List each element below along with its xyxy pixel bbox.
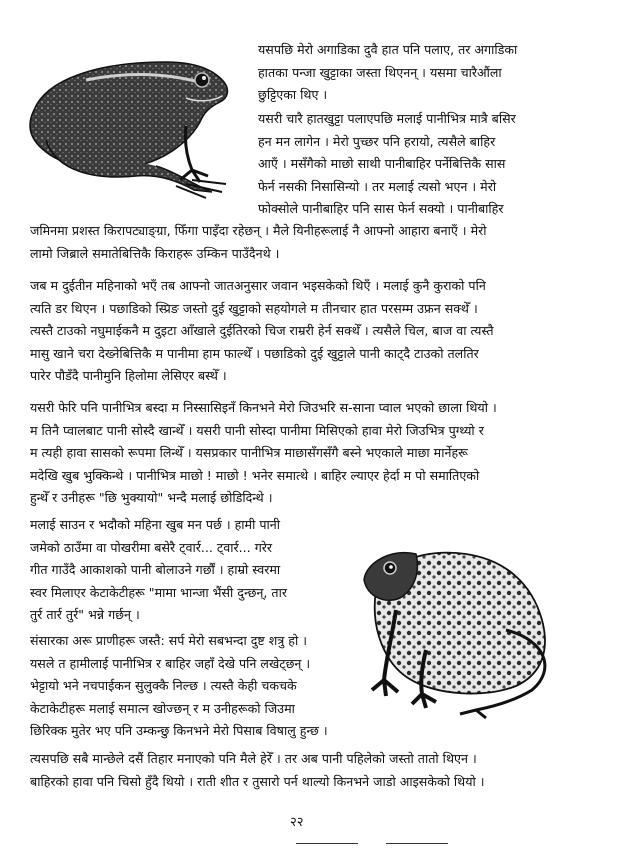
text-line: मलाई साउन र भदौको महिना खुब मन पर्छ । हामी पानी xyxy=(30,517,281,532)
text-line: हातका पन्जा खुट्टाका जस्ता थिएनन् । यसमा चारैऔंला xyxy=(258,64,502,80)
text-line: जमिनमा प्रशस्त किरापट्याङ्ग्रा, फिँगा पाइँदा रहेछन् । मैले यिनीहरूलाई नै आफ्नो आहारा बनाएँ । मेरो xyxy=(30,223,487,238)
text-line: यसले त हामीलाई पानीभित्र र बाहिर जहाँ देखे पनि लखेट्छन् । xyxy=(30,655,311,671)
text-line: यसपछि मेरो अगाडिका दुवै हात पनि पलाए, तर अगाडिका xyxy=(258,42,518,57)
page-number: २२ xyxy=(290,815,304,830)
paragraph-3 xyxy=(30,275,630,388)
text-line: केटाकेटीहरू मलाई समात्न खोज्छन् र म उनीहरूको जिउमा xyxy=(30,700,295,716)
text-line: लामो जिब्राले समातेबित्तिकै किराहरू उम्किन पाउँदैनथे । xyxy=(30,245,280,261)
text-line: जब म दुईतीन महिनाको भएँ तब आफ्नो जातअनुसार जवान भइसकेको थिएँ । मलाई कुनै कुराको पनि xyxy=(30,278,486,293)
text-line: यसरी फेरि पनि पानीभित्र बस्दा म निस्सासिइनँ किनभने मेरो जिउभरि स-साना प्वाल भएको छाला थियो । xyxy=(30,400,497,415)
text-line: फोक्सोले पानीबाहिर पनि सास फेर्न सक्यो । पानीबाहिर xyxy=(258,201,504,216)
text-line: छिरिक्क मुतेर भए पनि उम्कन्छु किनभने मेरो पिसाब विषालु हुन्छ । xyxy=(30,723,328,738)
paragraph-1 xyxy=(258,39,628,107)
text-line: छुट्टिएका थिए । xyxy=(258,87,328,102)
footer-rule xyxy=(386,843,448,844)
frog-illustration xyxy=(16,40,242,200)
paragraph-5 xyxy=(30,514,350,627)
text-line: पारेर पौडँदै पानीमुनि हिलोमा लेसिएर बस्थेँ । xyxy=(30,368,227,383)
paragraph-2-continued xyxy=(30,220,630,265)
paragraph-7 xyxy=(30,748,630,793)
text-line: मासु खाने चरा देख्नेबित्तिकै म पानीमा हाम फाल्थेँ । पछाडिको दुई खुट्टाले पानी काट्दै टाउको तलतिर xyxy=(30,345,479,361)
text-line: स्वर मिलाएर केटाकेटीहरू "मामा भान्जा भैंसी दुन्छन्, तार xyxy=(30,584,287,600)
text-line: हन मन लागेन । मेरो पुच्छर पनि हरायो, त्यसैले बाहिर xyxy=(258,133,496,149)
text-line: म तिनै प्वालबाट पानी सोस्दै खान्थेँ । यसरी पानी सोस्दा पानीमा मिसिएको हावा मेरो जिउभित्र पुग्थ्यो र xyxy=(30,422,484,438)
text-line: फेर्न नसकी निसासिन्यो । तर मलाई त्यसो भएन । मेरो xyxy=(258,178,497,194)
text-line: संसारका अरू प्राणीहरू जस्तै: सर्प मेरो सबभन्दा दुष्ट शत्रु हो । xyxy=(30,633,308,648)
text-line: त्यति डर थिएन । पछाडिको स्प्रिङ जस्तो दुई खुट्टाको सहयोगले म तीनचार हात परसम्म उफ्रन सक्थेँ । xyxy=(30,300,478,316)
paragraph-4 xyxy=(30,397,630,510)
text-line: त्यसपछि सबै मान्छेले दसैं तिहार मनाएको पनि मैले हेरेँ । तर अब पानी पहिलेको जस्तो तातो थिएन । xyxy=(30,751,477,766)
text-line: तुर्र तार्र तुर्र" भन्ने गर्छन् । xyxy=(30,607,140,622)
text-line: हुन्थेँ र उनीहरू "छि भुक्यायो" भन्दै मलाई छोडिदिन्थे । xyxy=(30,490,273,505)
paragraph-2 xyxy=(258,108,628,221)
paragraph-6 xyxy=(30,630,390,743)
text-line: गीत गाउँदै आकाशको पानी बोलाउने गर्छौं । हाम्रो स्वरमा xyxy=(30,562,281,577)
text-line: जमेको ठाउँमा वा पोखरीमा बसेरै ट्वार्र... ट्वार्र... गरेर xyxy=(30,539,273,555)
footer-rule xyxy=(296,843,358,844)
text-line: यसरी चारै हातखुट्टा पलाएपछि मलाई पानीभित्र मात्रै बसिर xyxy=(258,111,516,126)
text-line: आएँ । मसँगैको माछो साथी पानीबाहिर पर्नेबित्तिकै सास xyxy=(258,156,506,171)
text-line: बाहिरको हावा पनि चिसो हुँदै थियो । राती शीत र तुसारो पर्न थाल्यो किनभने जाडो आइसकेको थियो । xyxy=(30,773,485,789)
text-line: म त्यही हावा सासको रूपमा लिन्थेँ । यसप्रकार पानीभित्र माछासँगसँगै बस्ने भएकाले माछा मार्नेहरू xyxy=(30,445,468,460)
text-line: मदेखि खुब भुक्किन्थे । पानीभित्र माछो ! माछो ! भनेर समात्थे । बाहिर ल्याएर हेर्दा म पो समातिएको xyxy=(30,467,480,483)
text-line: भेट्टायो भने नचपाईकन सुलुक्कै निल्छ । त्यस्तै केही चकचके xyxy=(30,678,297,693)
text-line: त्यस्तै टाउको नघुमाईकनै म दुइटा आँखाले दुईतिरको चिज राम्ररी हेर्न सक्थेँ । त्यसैले चिल, बाज वा त्यस्तै xyxy=(30,323,494,338)
